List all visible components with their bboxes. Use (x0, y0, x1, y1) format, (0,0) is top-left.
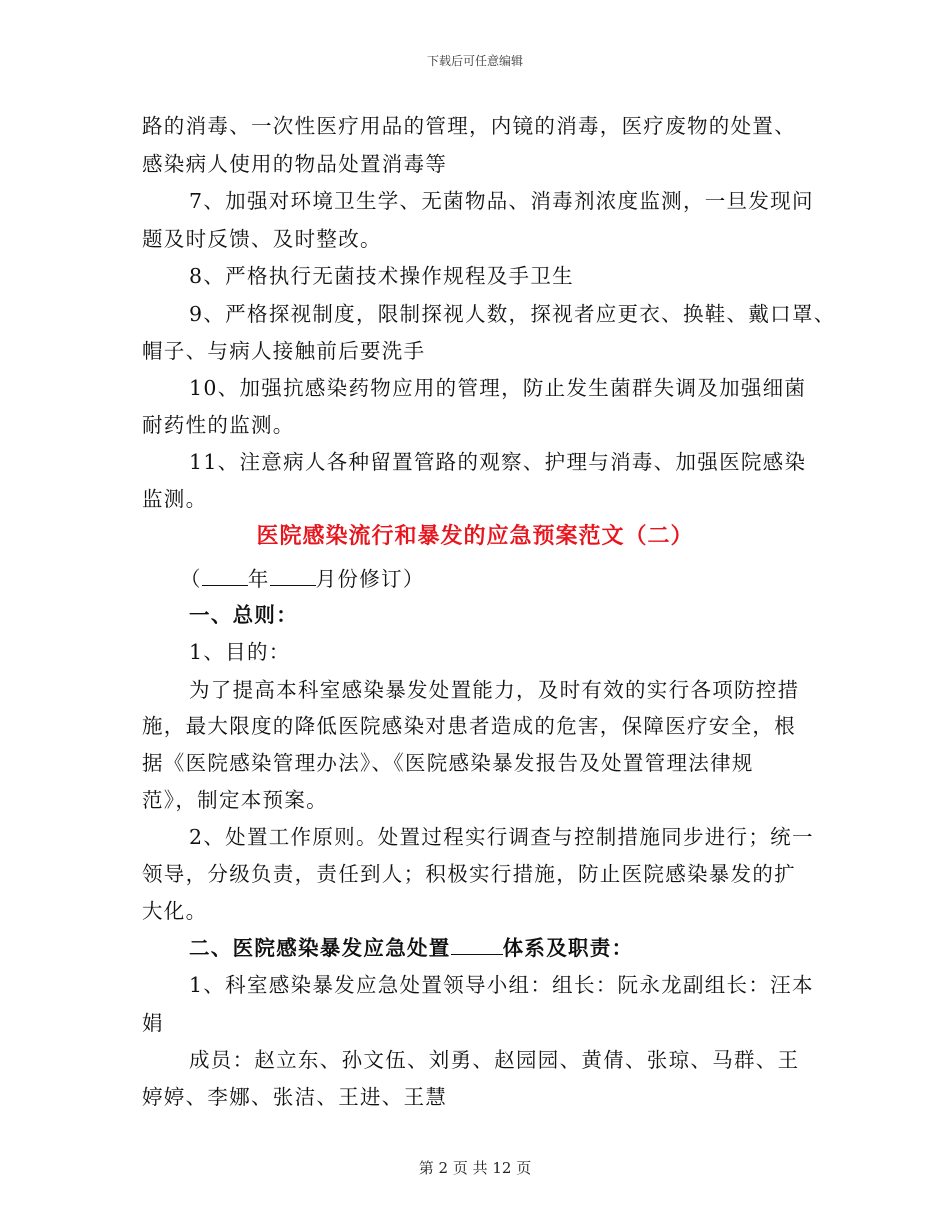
list-item-8: 8、严格执行无菌技术操作规程及手卫生 (189, 264, 574, 288)
leadership-group-cont: 娟 (142, 1011, 164, 1035)
principle-paragraph-cont: 领导，分级负责，责任到人；积极实行措施，防止医院感染暴发的扩 (142, 862, 796, 886)
members-list-cont: 婷婷、李娜、张洁、王进、王慧 (142, 1085, 448, 1109)
list-item-9-cont: 帽子、与病人接触前后要洗手 (142, 339, 426, 363)
purpose-paragraph: 为了提高本科室感染暴发处置能力，及时有效的实行各项防控措 (189, 678, 800, 702)
general-heading: 一、总则： (189, 603, 298, 627)
purpose-paragraph-cont: 施，最大限度的降低医院感染对患者造成的危害，保障医疗安全，根 (142, 714, 796, 738)
month-blank (270, 565, 316, 586)
principle-paragraph: 2、处置工作原则。处置过程实行调查与控制措施同步进行；统一 (189, 825, 814, 849)
purpose-paragraph-cont: 据《医院感染管理办法》、《医院感染暴发报告及处置管理法律规 (142, 751, 754, 775)
list-item-7-cont: 题及时反馈、及时整改。 (142, 227, 382, 251)
system-heading (189, 934, 633, 962)
list-item-10-cont: 耐药性的监测。 (142, 413, 295, 437)
revision-year: 年 (247, 567, 270, 591)
revision-open: （ (180, 567, 202, 591)
year-blank (202, 565, 248, 586)
list-item-9: 9、严格探视制度，限制探视人数，探视者应更衣、换鞋、戴口罩、 (189, 302, 836, 326)
purpose-paragraph-cont: 范》，制定本预案。 (142, 788, 328, 812)
system-heading-a: 二、医院感染暴发应急处置 (189, 936, 451, 960)
page-footer-number: 第 2 页 共 12 页 (418, 1159, 532, 1177)
paragraph-line: 路的消毒、一次性医疗用品的管理，内镜的消毒，医疗废物的处置、 (142, 114, 796, 138)
paragraph-line: 感染病人使用的物品处置消毒等 (142, 152, 448, 176)
page-header-note: 下载后可任意编辑 (426, 54, 523, 68)
principle-paragraph-cont: 大化。 (142, 899, 208, 923)
system-heading-blank (451, 934, 503, 955)
list-item-11-cont: 监测。 (142, 487, 208, 511)
leadership-group: 1、科室感染暴发应急处置领导小组：组长：阮永龙副组长：汪本 (189, 973, 814, 997)
purpose-label: 1、目的： (189, 640, 291, 664)
list-item-11: 11、注意病人各种留置管路的观察、护理与消毒、加强医院感染 (189, 450, 807, 474)
document-title: 医院感染流行和暴发的应急预案范文（二） (256, 523, 694, 549)
revision-date-line (180, 565, 425, 593)
list-item-10: 10、加强抗感染药物应用的管理，防止发生菌群失调及加强细菌 (189, 376, 807, 400)
system-heading-b: 体系及职责： (502, 936, 634, 960)
members-list: 成员：赵立东、孙文伍、刘勇、赵园园、黄倩、张琼、马群、王 (189, 1048, 800, 1072)
list-item-7: 7、加强对环境卫生学、无菌物品、消毒剂浓度监测，一旦发现问 (189, 189, 814, 213)
revision-month: 月份修订） (315, 567, 425, 591)
